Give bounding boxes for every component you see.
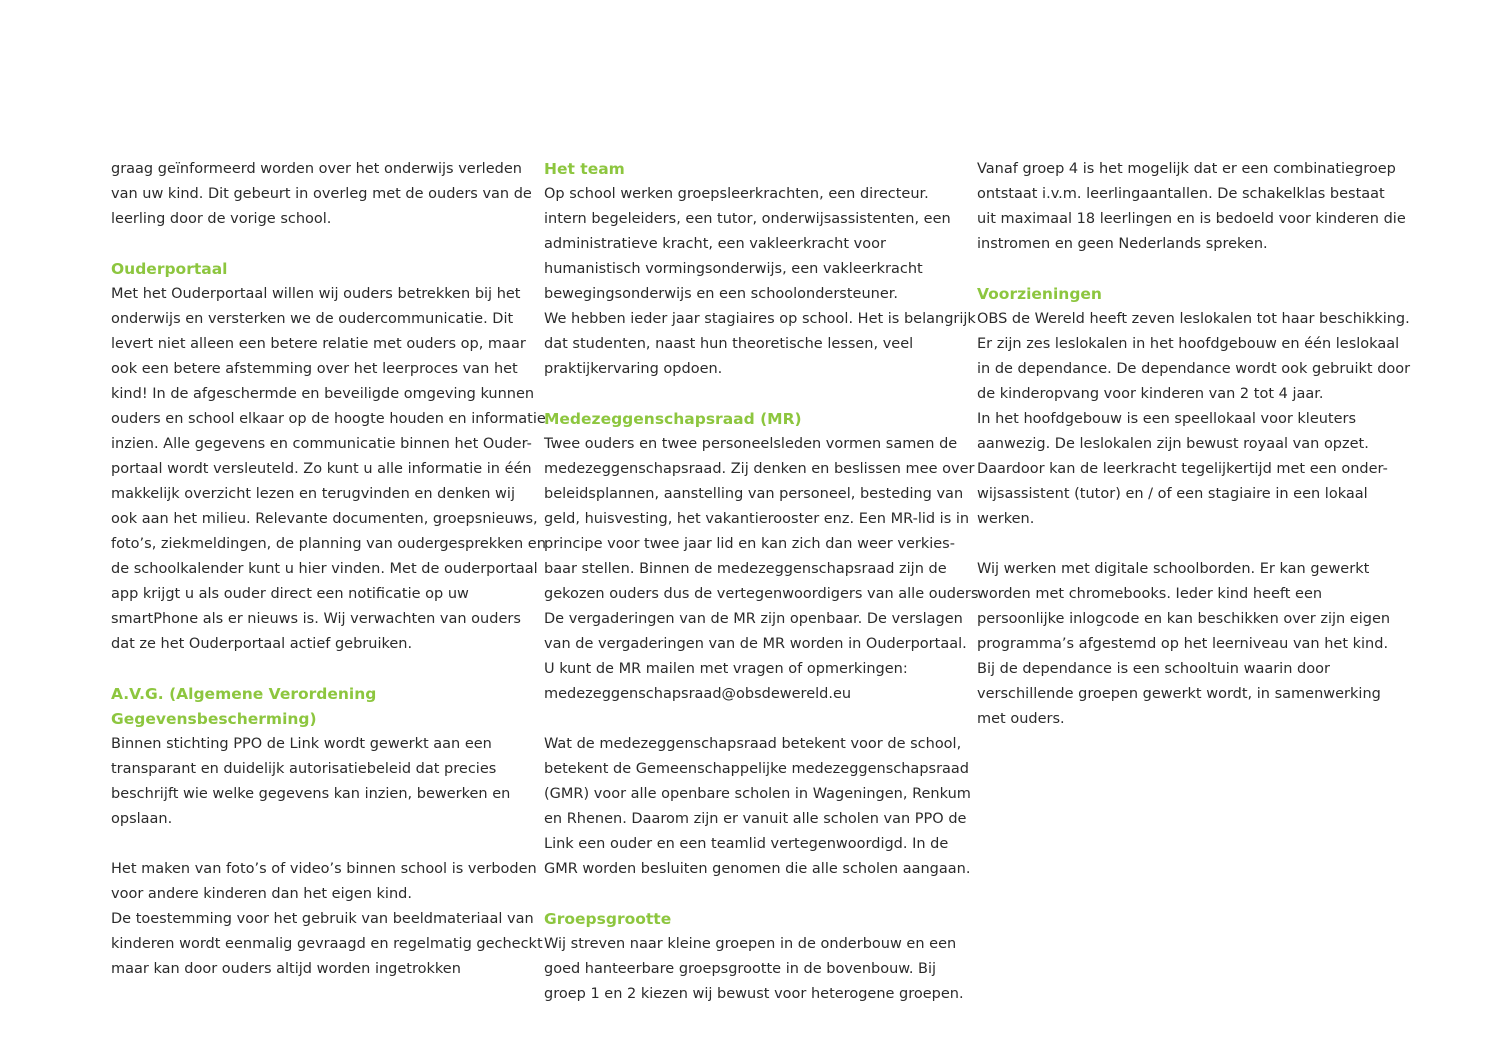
section-heading: A.V.G. (Algemene Verordening (111, 685, 377, 703)
text-line: We hebben ieder jaar stagiaires op school. Het is belangrijk (544, 311, 976, 327)
text-line: OBS de Wereld heeft zeven leslokalen tot haar beschikking. (977, 311, 1410, 327)
section-avg (111, 682, 521, 832)
text-line: U kunt de MR mailen met vragen of opmerkingen: (544, 661, 908, 677)
text-line: baar stellen. Binnen de medezeggenschapsraad zijn de (544, 561, 947, 577)
text-line: uit maximaal 18 leerlingen en is bedoeld voor kinderen die (977, 211, 1406, 227)
text-line: betekent de Gemeenschappelijke medezeggenschapsraad (544, 761, 970, 777)
text-line: ook aan het milieu. Relevante documenten, groepsnieuws, (111, 511, 538, 527)
text-line: ontstaat i.v.m. leerlingaantallen. De schakelklas bestaat (977, 186, 1385, 202)
text-line: leerling door de vorige school. (111, 211, 332, 227)
text-line: portaal wordt versleuteld. Zo kunt u alle informatie in één (111, 461, 532, 477)
section-heading: Medezeggenschapsraad (MR) (544, 410, 802, 428)
text-line: De vergaderingen van de MR zijn openbaar. De verslagen (544, 611, 963, 627)
text-line: Link een ouder en een teamlid vertegenwoordigd. In de (544, 836, 949, 852)
text-line: beschrijft wie welke gegevens kan inzien, bewerken en (111, 786, 511, 802)
text-line: groep 1 en 2 kiezen wij bewust voor heterogene groepen. (544, 986, 964, 1002)
text-line: verschillende groepen gewerkt wordt, in samenwerking (977, 686, 1381, 702)
section-medezeggenschapsraad (544, 407, 984, 707)
text-line: de schoolkalender kunt u hier vinden. Met de ouderportaal (111, 561, 538, 577)
text-line: Daardoor kan de leerkracht tegelijkertijd met een onder- (977, 461, 1388, 477)
text-line: ook een betere afstemming over het leerproces van het (111, 361, 518, 377)
section-heading: Groepsgrootte (544, 910, 672, 928)
section-heading: Gegevensbescherming) (111, 710, 317, 728)
text-line: wijsassistent (tutor) en / of een stagiaire in een lokaal (977, 486, 1368, 502)
text-line: ouders en school elkaar op de hoogte houden en informatie (111, 411, 546, 427)
text-line: Wij werken met digitale schoolborden. Er kan gewerkt (977, 561, 1370, 577)
text-line: aanwezig. De leslokalen zijn bewust royaal van opzet. (977, 436, 1369, 452)
text-line: bewegingsonderwijs en een schoolondersteuner. (544, 286, 899, 302)
text-line: Er zijn zes leslokalen in het hoofdgebouw en één leslokaal (977, 336, 1400, 352)
digital-boards-paragraph (977, 557, 1391, 732)
text-line: geld, huisvesting, het vakantierooster enz. Een MR-lid is in (544, 511, 970, 527)
text-line: voor andere kinderen dan het eigen kind. (111, 886, 412, 902)
text-line: praktijkervaring opdoen. (544, 361, 723, 377)
section-voorzieningen (977, 282, 1411, 532)
text-line: maar kan door ouders altijd worden ingetrokken (111, 961, 461, 977)
text-line: graag geïnformeerd worden over het onderwijs verleden (111, 161, 522, 177)
text-line: GMR worden besluiten genomen die alle scholen aangaan. (544, 861, 971, 877)
section-heading: Het team (544, 160, 625, 178)
text-line: intern begeleiders, een tutor, onderwijsassistenten, een (544, 211, 951, 227)
text-line: kinderen wordt eenmalig gevraagd en regelmatig gecheckt (111, 936, 543, 952)
section-heading: Ouderportaal (111, 260, 228, 278)
text-line: in de dependance. De dependance wordt ook gebruikt door (977, 361, 1411, 377)
text-line: Binnen stichting PPO de Link wordt gewerkt aan een (111, 736, 492, 752)
text-line: persoonlijke inlogcode en kan beschikken over zijn eigen (977, 611, 1391, 627)
section-groepsgrootte (544, 907, 964, 1007)
combination-group-paragraph (977, 157, 1406, 257)
text-line: met ouders. (977, 711, 1065, 727)
photo-policy-paragraph (111, 857, 543, 982)
text-line: van uw kind. Dit gebeurt in overleg met de ouders van de (111, 186, 532, 202)
text-line: medezeggenschapsraad. Zij denken en beslissen mee over (544, 461, 975, 477)
text-line: en Rhenen. Daarom zijn er vanuit alle scholen van PPO de (544, 811, 967, 827)
text-column-2 (544, 157, 984, 1007)
text-line: administratieve kracht, een vakleerkracht voor (544, 236, 886, 252)
text-line: smartPhone als er nieuws is. Wij verwachten van ouders (111, 611, 521, 627)
section-heading: Voorzieningen (977, 285, 1102, 303)
text-column-3 (977, 157, 1411, 732)
gmr-paragraph (544, 732, 971, 882)
text-line: makkelijk overzicht lezen en terugvinden en denken wij (111, 486, 515, 502)
text-line: werken. (977, 511, 1035, 527)
text-line: Vanaf groep 4 is het mogelijk dat er een combinatiegroep (977, 161, 1396, 177)
text-line: programma’s afgestemd op het leerniveau van het kind. (977, 636, 1389, 652)
text-line: dat ze het Ouderportaal actief gebruiken. (111, 636, 413, 652)
text-line: transparant en duidelijk autorisatiebeleid dat precies (111, 761, 497, 777)
text-line: gekozen ouders dus de vertegenwoordigers van alle ouders. (544, 586, 984, 602)
text-line: (GMR) voor alle openbare scholen in Wageningen, Renkum (544, 786, 971, 802)
text-line: Wij streven naar kleine groepen in de onderbouw en een (544, 936, 957, 952)
text-line: goed hanteerbare groepsgrootte in de bovenbouw. Bij (544, 961, 937, 977)
intro-paragraph (111, 157, 532, 232)
text-line: instromen en geen Nederlands spreken. (977, 236, 1268, 252)
text-line: Bij de dependance is een schooltuin waarin door (977, 661, 1330, 677)
text-line: worden met chromebooks. Ieder kind heeft een (977, 586, 1323, 602)
text-line: Twee ouders en twee personeelsleden vormen samen de (544, 436, 958, 452)
text-line: levert niet alleen een betere relatie met ouders op, maar (111, 336, 526, 352)
text-line: van de vergaderingen van de MR worden in Ouderportaal. (544, 636, 967, 652)
text-line: foto’s, ziekmeldingen, de planning van oudergesprekken en (111, 536, 546, 552)
text-line: kind! In de afgeschermde en beveiligde omgeving kunnen (111, 386, 535, 402)
mr-email-link[interactable]: medezeggenschapsraad@obsdewereld.eu (544, 686, 852, 702)
text-line: principe voor twee jaar lid en kan zich dan weer verkies- (544, 536, 955, 552)
text-column-1 (111, 157, 546, 982)
text-line: Het maken van foto’s of video’s binnen school is verboden (111, 861, 537, 877)
text-line: beleidsplannen, aanstelling van personeel, besteding van (544, 486, 964, 502)
text-line: inzien. Alle gegevens en communicatie binnen het Ouder- (111, 436, 532, 452)
text-line: In het hoofdgebouw is een speellokaal voor kleuters (977, 411, 1357, 427)
text-line: dat studenten, naast hun theoretische lessen, veel (544, 336, 914, 352)
text-line: Wat de medezeggenschapsraad betekent voor de school, (544, 736, 962, 752)
text-line: de kinderopvang voor kinderen van 2 tot 4 jaar. (977, 386, 1324, 402)
section-ouderportaal (111, 257, 546, 657)
text-line: app krijgt u als ouder direct een notificatie op uw (111, 586, 469, 602)
text-line: Op school werken groepsleerkrachten, een directeur. (544, 186, 929, 202)
text-line: De toestemming voor het gebruik van beeldmateriaal van (111, 911, 534, 927)
section-het-team (544, 157, 976, 382)
text-line: onderwijs en versterken we de oudercommunicatie. Dit (111, 311, 514, 327)
text-line: humanistisch vormingsonderwijs, een vakleerkracht (544, 261, 923, 277)
text-line: Met het Ouderportaal willen wij ouders betrekken bij het (111, 286, 521, 302)
text-line: opslaan. (111, 811, 173, 827)
